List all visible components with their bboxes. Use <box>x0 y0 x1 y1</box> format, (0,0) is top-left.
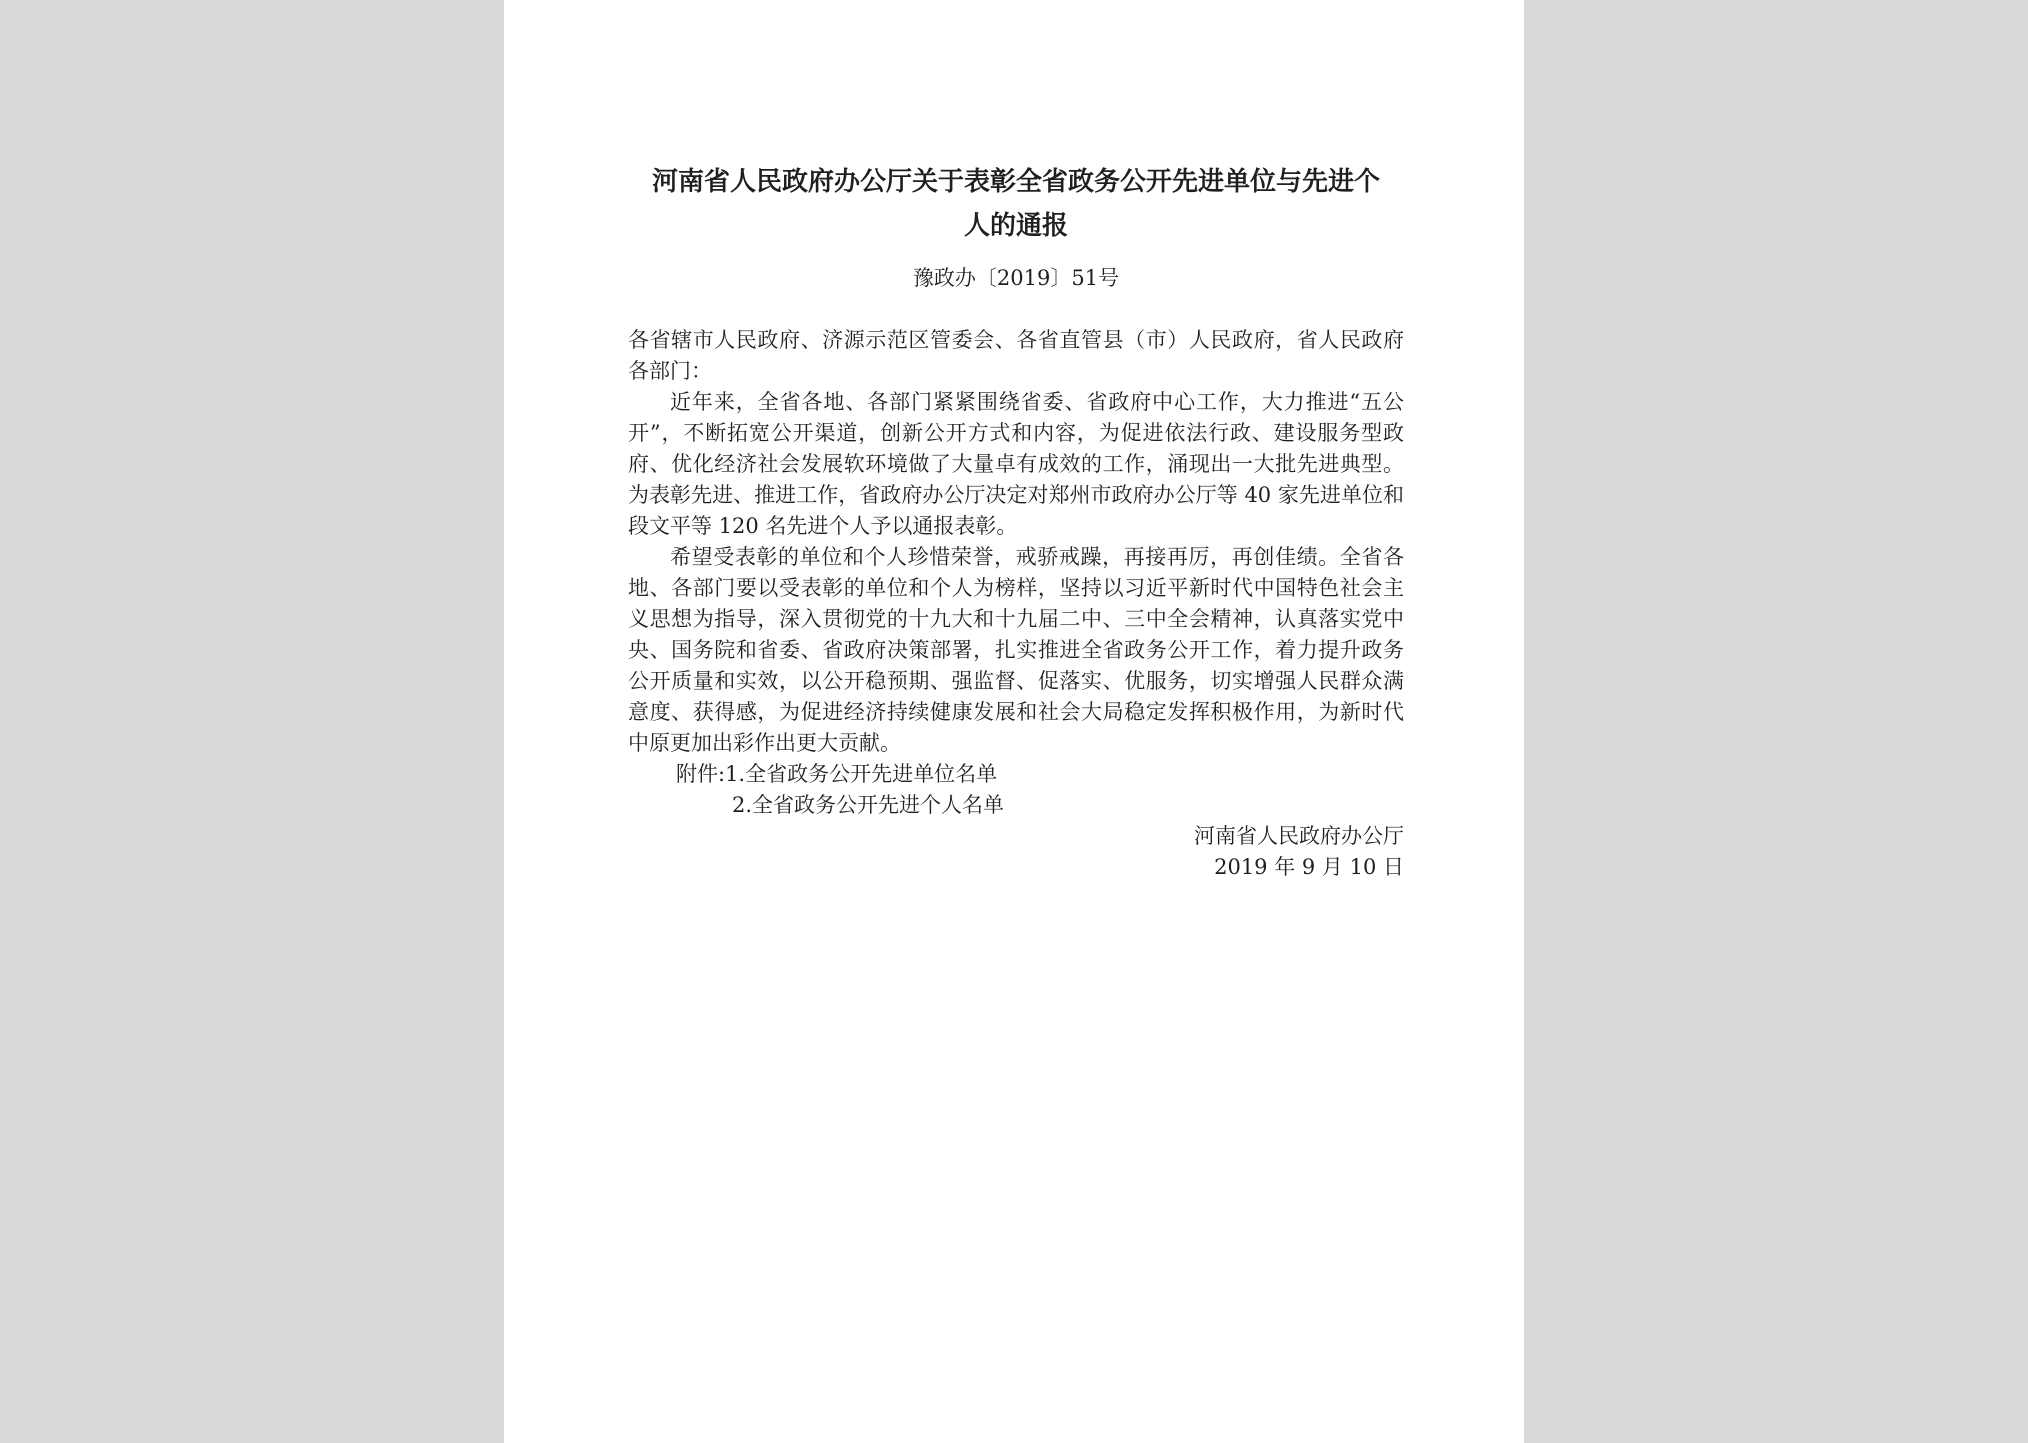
addressee: 各省辖市人民政府、济源示范区管委会、各省直管县（市）人民政府，省人民政府各部门： <box>628 328 1404 383</box>
document-body <box>628 325 1404 883</box>
body-paragraph-1: 近年来，全省各地、各部门紧紧围绕省委、省政府中心工作，大力推进“五公开”，不断拓宽公开渠道，创新公开方式和内容，为促进依法行政、建设服务型政府、优化经济社会发展软环境做了大量卓有成效的工作，涌现出一大批先进典型。为表彰先进、推进工作，省政府办公厅决定对郑州市政府办公厅等 40 家先进单位和段文平等 120 名先进个人予以通报表彰。 <box>628 390 1404 538</box>
signature-block <box>628 821 1404 883</box>
title-line-1: 河南省人民政府办公厅关于表彰全省政务公开先进单位与先进个 <box>651 167 1380 197</box>
document-page <box>504 0 1524 1443</box>
document-title <box>628 160 1404 248</box>
title-line-2: 人的通报 <box>963 211 1068 241</box>
document-number: 豫政办〔2019〕51号 <box>912 266 1120 290</box>
body-paragraph-2: 希望受表彰的单位和个人珍惜荣誉，戒骄戒躁，再接再厉，再创佳绩。全省各地、各部门要以受表彰的单位和个人为榜样，坚持以习近平新时代中国特色社会主义思想为指导，深入贯彻党的十九大和十九届二中、三中全会精神，认真落实党中央、国务院和省委、省政府决策部署，扎实推进全省政务公开工作，着力提升政务公开质量和实效，以公开稳预期、强监督、促落实、优服务，切实增强人民群众满意度、获得感，为促进经济持续健康发展和社会大局稳定发挥积极作用，为新时代中原更加出彩作出更大贡献。 <box>628 545 1404 755</box>
attachment-item-2: 2.全省政务公开先进个人名单 <box>732 793 1005 817</box>
signature-organization: 河南省人民政府办公厅 <box>1194 824 1404 848</box>
attachment-item-1: 附件:1.全省政务公开先进单位名单 <box>676 762 998 786</box>
signature-date: 2019 年 9 月 10 日 <box>1214 855 1404 879</box>
attachments-list <box>628 759 1404 821</box>
